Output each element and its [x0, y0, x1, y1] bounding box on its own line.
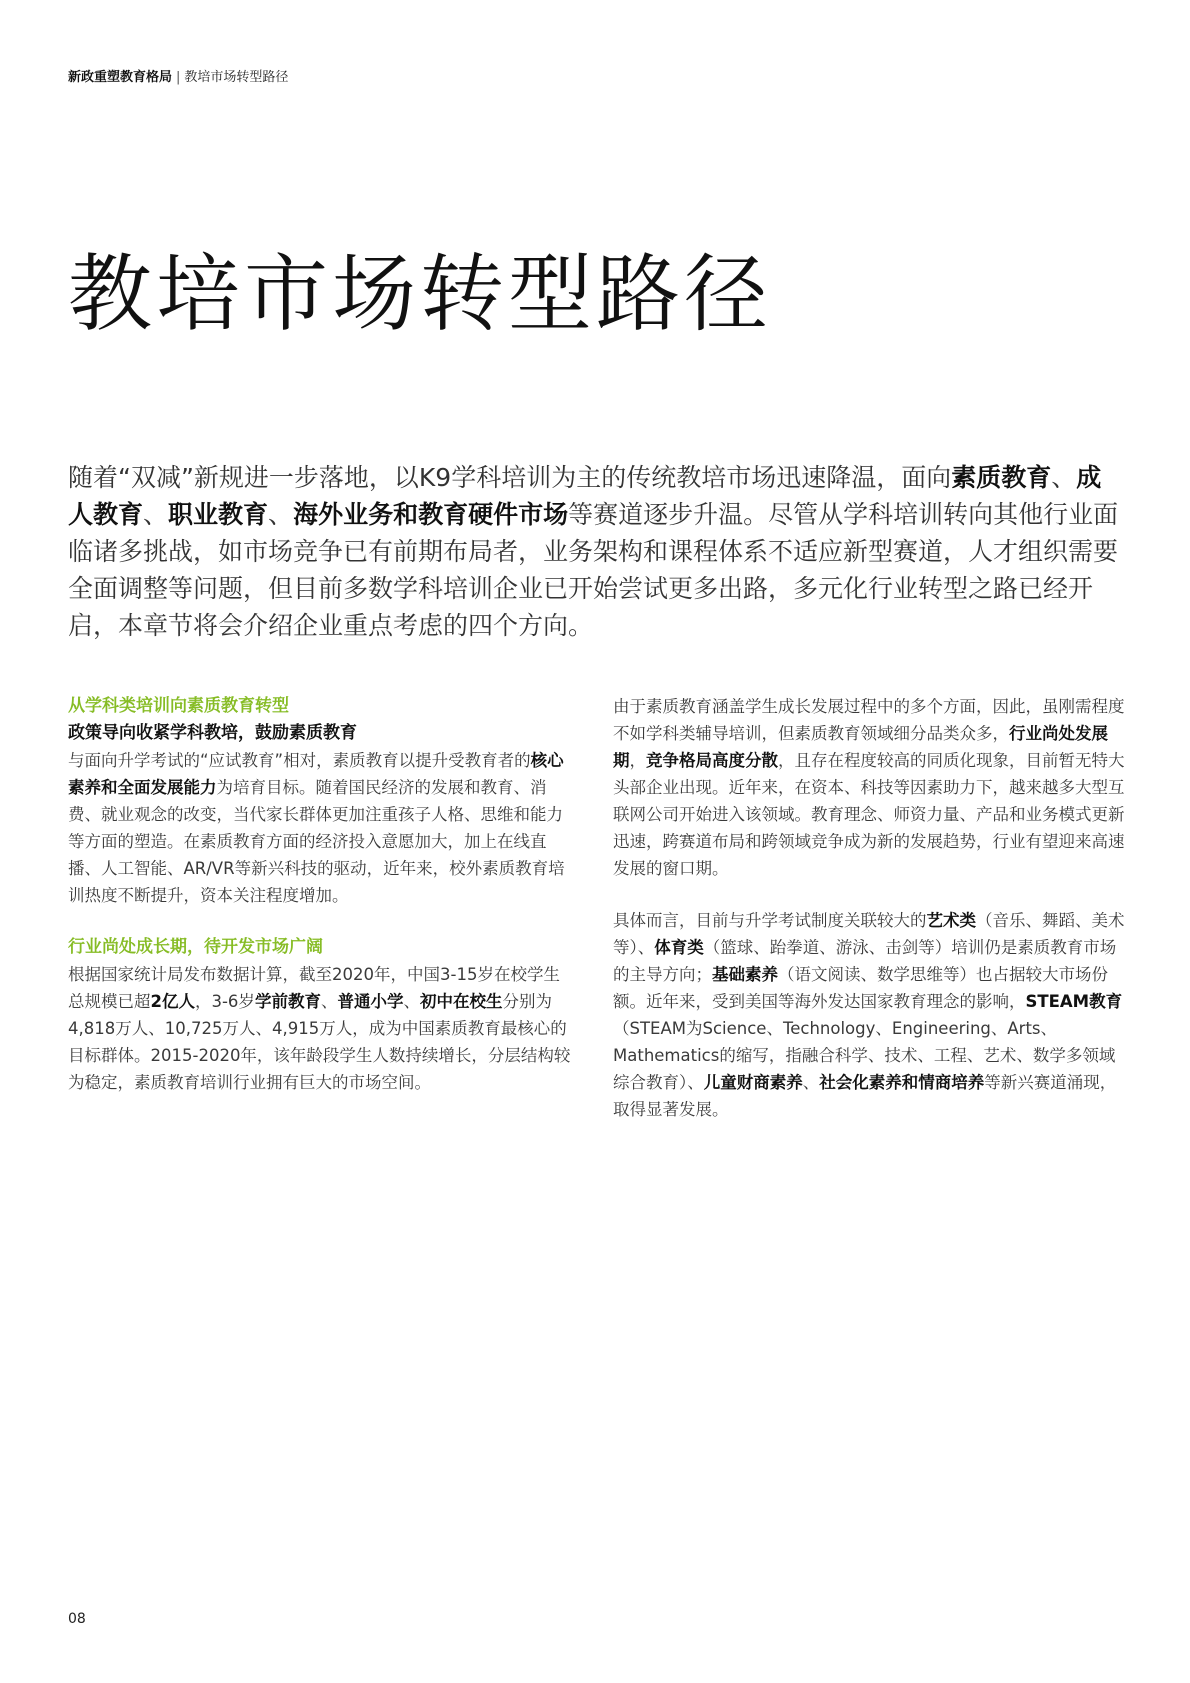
page-number: 08 — [68, 1611, 86, 1627]
header-separator: | — [176, 70, 181, 85]
body-text: 、 — [320, 992, 338, 1011]
body-text: 等新兴赛道涌现，取得显著发展。 — [613, 1073, 1117, 1119]
body-text: 为培育目标。随着国民经济的发展和教育、消费、就业观念的改变，当代家长群体更加注重孩子人格、思维和能力等方面的塑造。在素质教育方面的经济投入意愿加大，加上在线直播、人工智能、AR/VR等新兴科技的驱动，近年来，校外素质教育培训热度不断提升，资本关注程度增加。 — [68, 778, 565, 905]
body-text: 、 — [403, 992, 420, 1011]
page-title: 教培市场转型路径 — [68, 245, 773, 343]
left-column — [68, 693, 573, 1096]
intro-bold: 海外业务和教育硬件市场 — [293, 500, 569, 529]
body-text: 、 — [802, 1073, 820, 1092]
body-bold: 初中在校生 — [419, 992, 503, 1011]
body-bold: 儿童财商素养 — [703, 1073, 803, 1092]
body-bold: 核心素养和全面发展能力 — [68, 751, 564, 797]
header-chapter-title: 教培市场转型路径 — [184, 70, 289, 85]
body-bold: 竞争格局高度分散 — [646, 751, 778, 770]
body-text: 根据国家统计局发布数据计算，截至2020年，中国3-15岁在校学生总规模已超 — [68, 965, 560, 1011]
intro-text: 、 — [268, 500, 294, 529]
body-text: ， — [629, 751, 646, 770]
body-paragraph — [68, 747, 573, 909]
running-header — [68, 66, 288, 85]
body-bold: 2亿人 — [150, 992, 195, 1011]
body-text: （语文阅读、数学思维等）也占据较大市场份额。近年来，受到美国等海外发达国家教育理念的影响， — [613, 965, 1108, 1011]
intro-text: 等赛道逐步升温。尽管从学科培训转向其他行业面临诸多挑战，如市场竞争已有前期布局者，业务架构和课程体系不适应新型赛道，人才组织需要全面调整等问题，但目前多数学科培训企业已开始尝试更多出路，多元化行业转型之路已经开启，本章节将会介绍企业重点考虑的四个方向。 — [68, 500, 1119, 640]
body-text: ，且存在程度较高的同质化现象，目前暂无特大头部企业出现。近年来，在资本、科技等因素助力下，越来越多大型互联网公司开始进入该领域。教育理念、师资力量、产品和业务模式更新迅速，跨赛道布局和跨领域竞争成为新的发展趋势，行业有望迎来高速发展的窗口期。 — [613, 751, 1125, 878]
body-bold: 普通小学 — [337, 992, 404, 1011]
intro-bold: 成人教育 — [68, 463, 1102, 529]
header-section-title: 新政重塑教育格局 — [68, 70, 173, 85]
intro-bold: 素质教育 — [951, 463, 1052, 492]
body-text: （音乐、舞蹈、美术等）、 — [613, 911, 1125, 957]
body-text: 与面向升学考试的“应试教育”相对，素质教育以提升受教育者的 — [68, 751, 531, 770]
body-text: （篮球、跆拳道、游泳、击剑等）培训仍是素质教育市场的主导方向； — [613, 938, 1117, 984]
section-heading: 从学科类培训向素质教育转型 — [68, 696, 289, 716]
intro-text: 、 — [1051, 463, 1077, 492]
subheading-policy: 政策导向收紧学科教培，鼓励素质教育 — [68, 723, 357, 743]
body-text: 分别为4,818万人、10,725万人、4,915万人，成为中国素质教育最核心的目标群体。2015-2020年，该年龄段学生人数持续增长，分层结构较为稳定，素质教育培训行业拥有巨大的市场空间。 — [68, 992, 571, 1092]
body-text: 具体而言，目前与升学考试制度关联较大的 — [613, 911, 927, 930]
intro-bold: 职业教育 — [168, 500, 269, 529]
body-bold: STEAM教育 — [1025, 992, 1123, 1011]
body-paragraph — [68, 961, 573, 1096]
body-bold: 学前教育 — [254, 992, 321, 1011]
body-text: ，3-6岁 — [194, 992, 255, 1011]
body-bold: 艺术类 — [926, 911, 976, 930]
body-bold: 基础素养 — [712, 965, 778, 984]
subheading-growth: 行业尚处成长期，待开发市场广阔 — [68, 937, 323, 957]
body-paragraph — [613, 693, 1128, 882]
right-column — [613, 693, 1128, 1123]
body-paragraph — [613, 907, 1128, 1123]
body-bold: 体育类 — [654, 938, 704, 957]
body-text: （STEAM为Science、Technology、Engineering、Arts、Mathematics的缩写，指融合科学、技术、工程、艺术、数学多领域综合教育）、 — [613, 1019, 1116, 1092]
intro-text: 随着“双减”新规进一步落地，以K9学科培训为主的传统教培市场迅速降温，面向 — [68, 463, 952, 492]
intro-text: 、 — [143, 500, 169, 529]
body-bold: 社会化素养和情商培养 — [819, 1073, 985, 1092]
intro-paragraph — [68, 459, 1120, 644]
body-text: 由于素质教育涵盖学生成长发展过程中的多个方面，因此，虽刚需程度不如学科类辅导培训，但素质教育领域细分品类众多， — [613, 697, 1125, 743]
body-bold: 行业尚处发展期 — [613, 724, 1108, 770]
